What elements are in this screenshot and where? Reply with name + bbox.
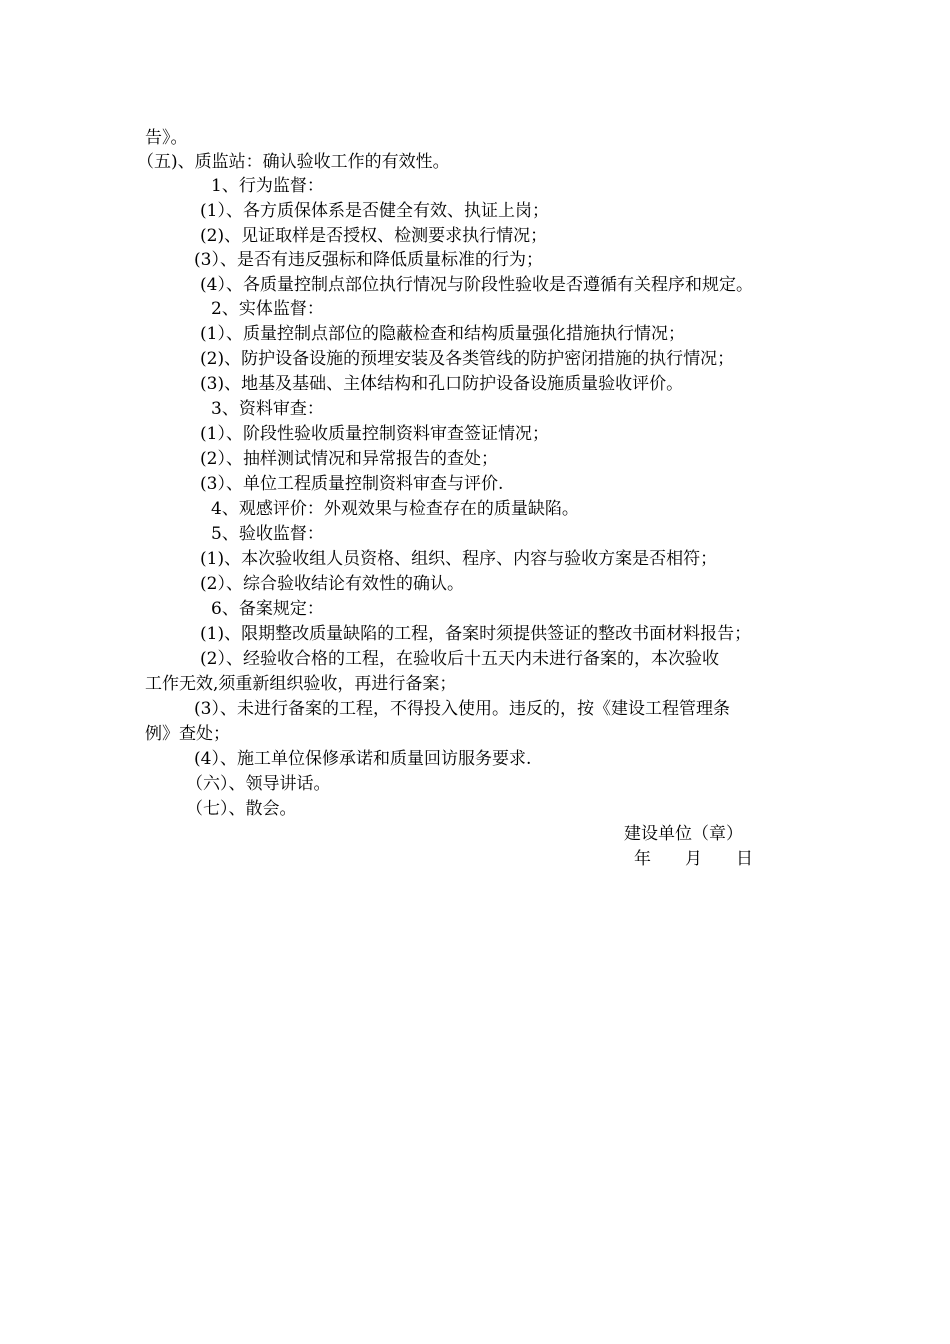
subheading-4: 4、观感评价：外观效果与检查存在的质量缺陷。	[211, 499, 579, 519]
text-line: (2）、抽样测试情况和异常报告的查处；	[200, 449, 498, 469]
text-line: (1）、质量控制点部位的隐蔽检查和结构质量强化措施执行情况；	[200, 324, 685, 344]
section-heading-5: （五)、质监站：确认验收工作的有效性。	[137, 152, 450, 172]
subheading-5: 5、验收监督：	[211, 524, 324, 544]
subheading-2: 2、实体监督：	[211, 299, 324, 319]
text-line: (1）、阶段性验收质量控制资料审查签证情况；	[200, 424, 549, 444]
text-line: (2）、经验收合格的工程，在验收后十五天内未进行备案的，本次验收	[200, 649, 719, 669]
text-line: (2)、见证取样是否授权、检测要求执行情况；	[200, 226, 548, 246]
text-line: 工作无效,须重新组织验收，再进行备案；	[145, 674, 457, 694]
section-heading-6: （六）、领导讲话。	[186, 774, 331, 794]
text-line: (4）、各质量控制点部位执行情况与阶段性验收是否遵循有关程序和规定。	[200, 275, 753, 295]
text-line: (3）、是否有违反强标和降低质量标准的行为；	[194, 250, 543, 270]
subheading-1: 1、行为监督：	[211, 176, 324, 196]
text-line: (1）、各方质保体系是否健全有效、执证上岗；	[200, 201, 549, 221]
text-line: (3）、单位工程质量控制资料审查与评价.	[200, 474, 504, 494]
text-line: (1)、本次验收组人员资格、组织、程序、内容与验收方案是否相符；	[200, 549, 718, 569]
text-line: (1)、限期整改质量缺陷的工程，备案时须提供签证的整改书面材料报告；	[200, 624, 752, 644]
text-line: 例》查处；	[145, 724, 230, 744]
subheading-3: 3、资料审查：	[211, 399, 324, 419]
section-heading-7: （七）、散会。	[186, 799, 297, 819]
subheading-6: 6、备案规定：	[211, 599, 324, 619]
signature-date: 年 月 日	[634, 849, 753, 869]
text-line: (2)、防护设备设施的预埋安装及各类管线的防护密闭措施的执行情况；	[200, 349, 735, 369]
text-line: (3）、未进行备案的工程，不得投入使用。违反的，按《建设工程管理条	[194, 699, 730, 719]
signature-unit: 建设单位（章）	[624, 824, 743, 844]
text-line: (2）、综合验收结论有效性的确认。	[200, 574, 464, 594]
text-line: 告》。	[145, 128, 188, 148]
text-line: (3)、地基及基础、主体结构和孔口防护设备设施质量验收评价。	[200, 374, 684, 394]
text-line: (4）、施工单位保修承诺和质量回访服务要求.	[194, 749, 532, 769]
